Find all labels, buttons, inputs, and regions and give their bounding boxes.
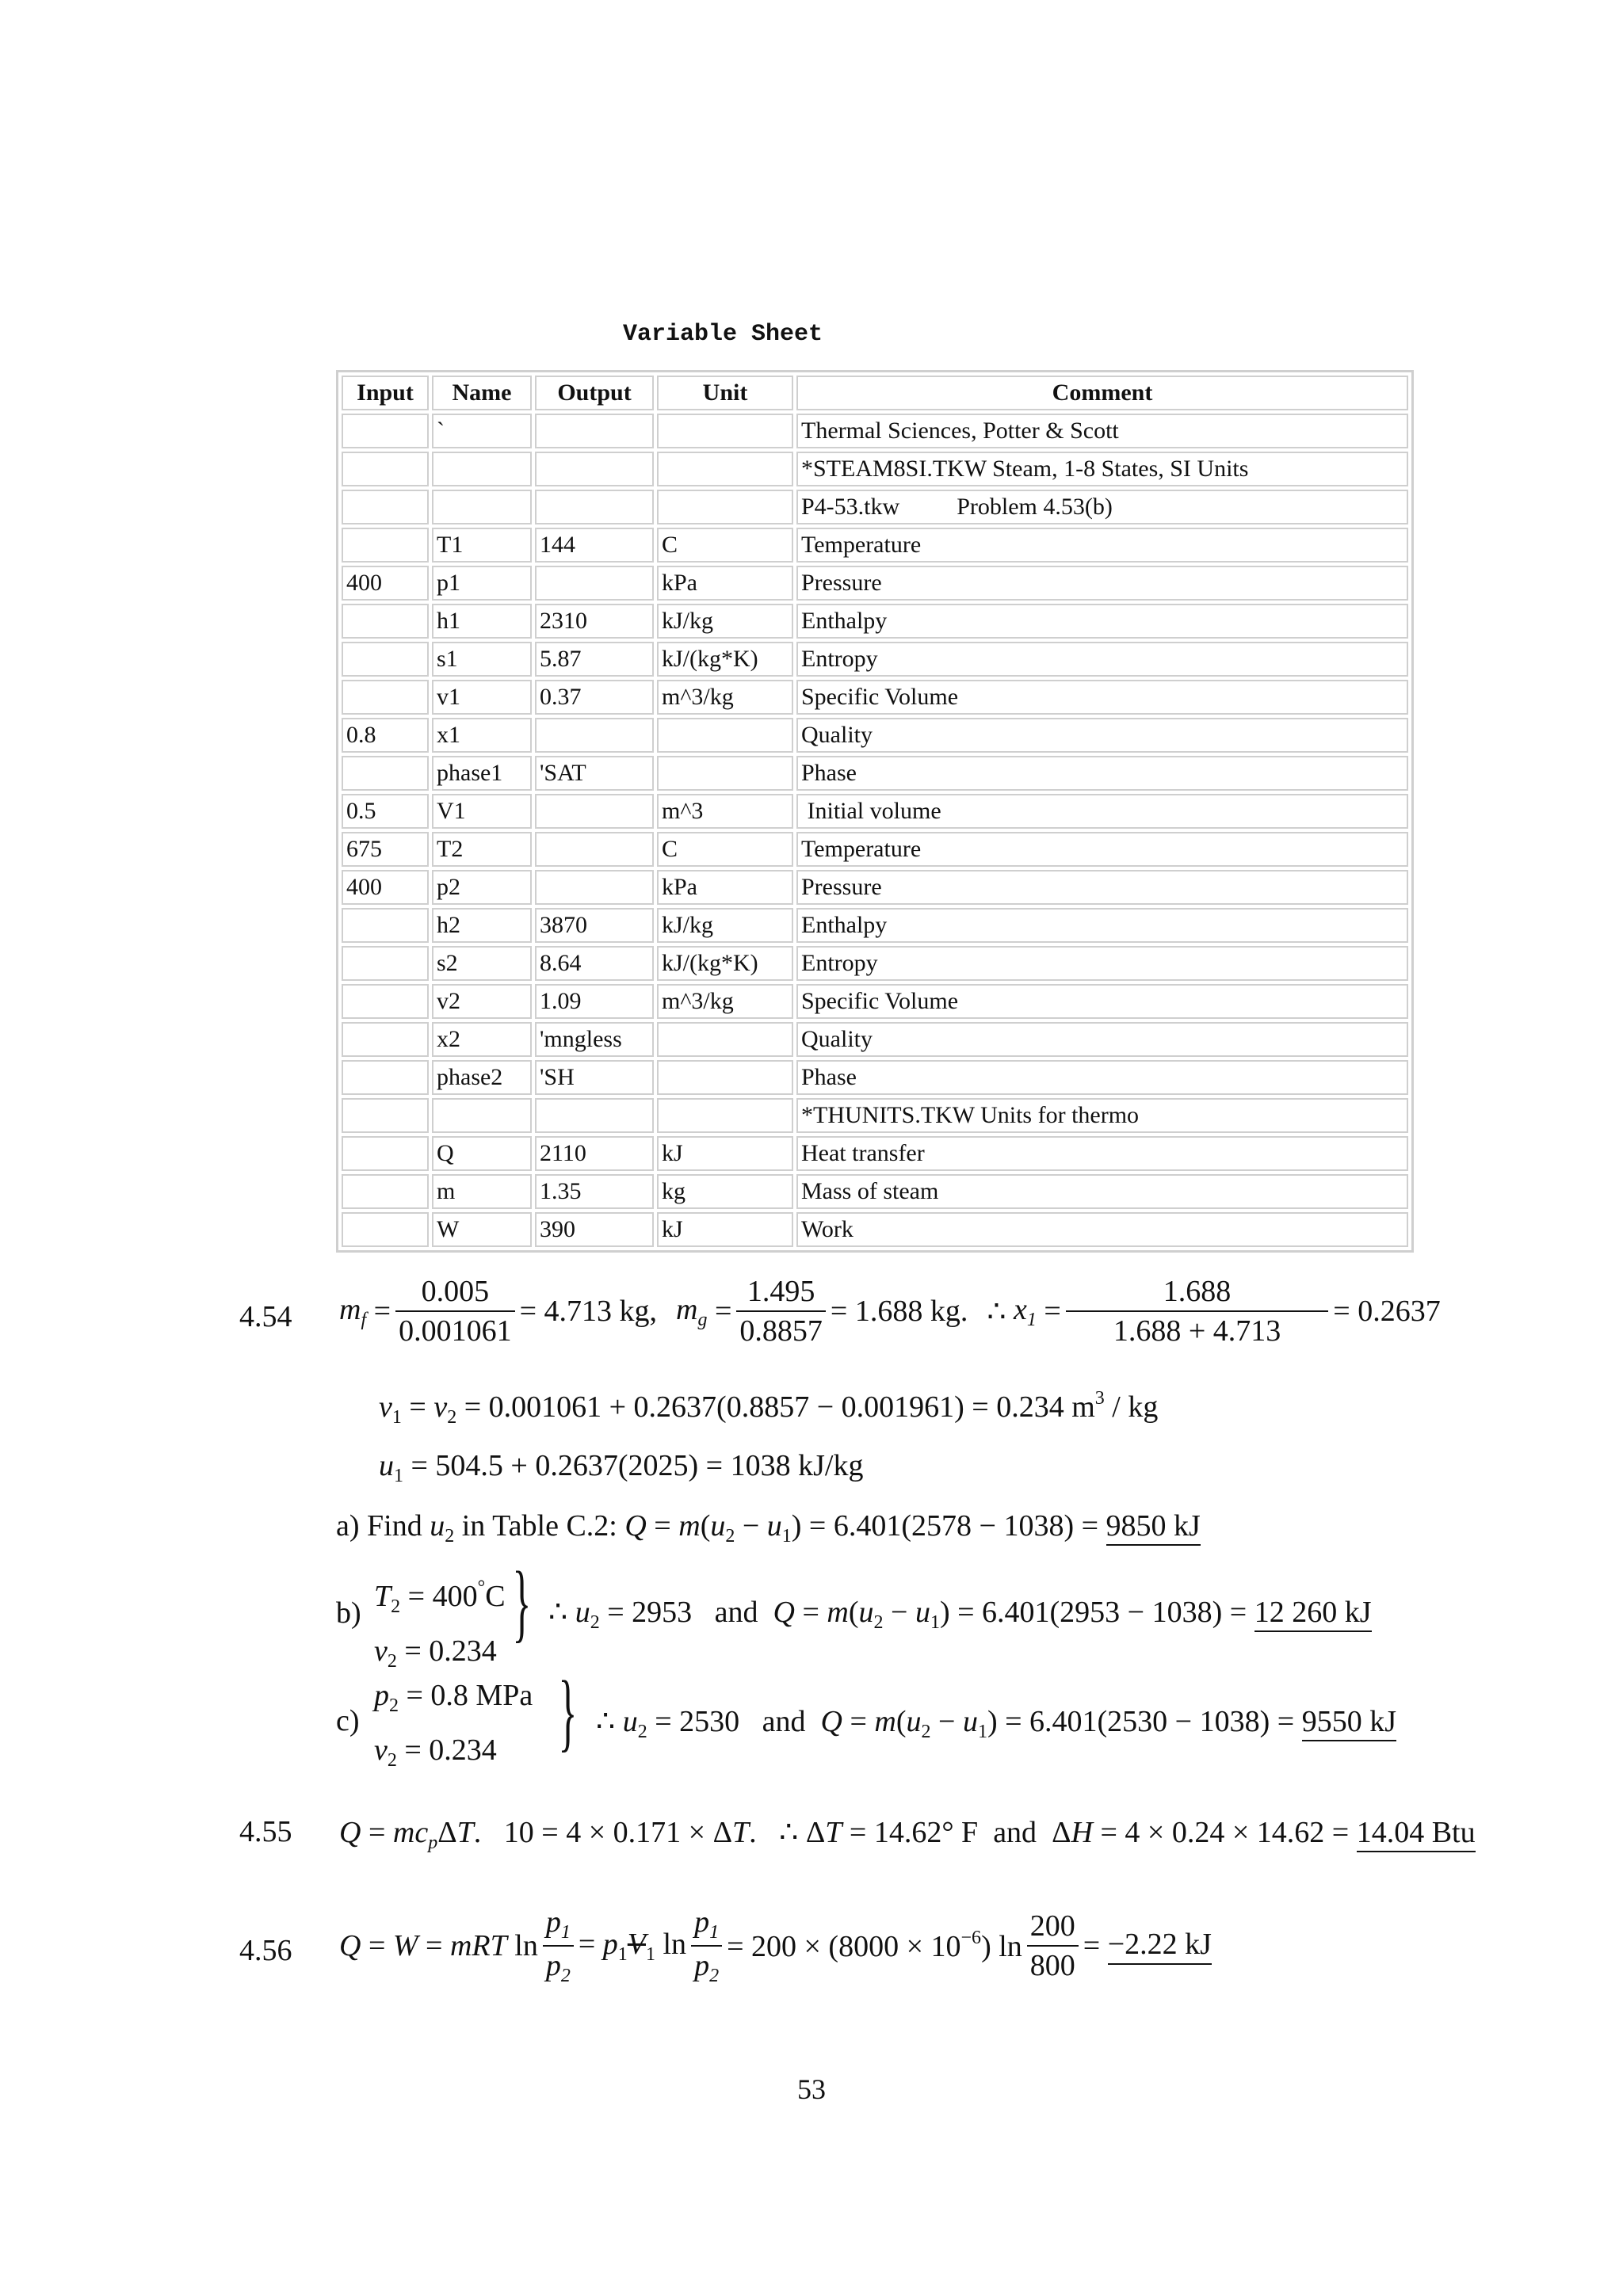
table-row: [342, 680, 1408, 715]
part-a-prefix: a) Find: [336, 1509, 422, 1543]
cell-name: W: [432, 1212, 532, 1247]
cell-output: [535, 718, 654, 753]
mg-symbol: $m_g$: [676, 1292, 708, 1330]
cell-name: v1: [432, 680, 532, 715]
table-row: [342, 870, 1408, 905]
part-a-result: 9850 kJ: [1106, 1509, 1201, 1546]
cell-output: 'SH: [535, 1060, 654, 1095]
cell-name: T2: [432, 832, 532, 867]
cell-input: [342, 642, 429, 677]
cell-unit: kPa: [657, 566, 793, 601]
p454-part-b-result: ∴ $u_2 = 2953$ and $Q = m(u_2 - u_1) = 6.401(2953 - 1038) = 12$ 260 kJ: [548, 1596, 1372, 1633]
ln-fraction: $\frac{200}{800}$: [1027, 1909, 1079, 1983]
cell-unit: kPa: [657, 870, 793, 905]
part-c-stack: [374, 1673, 533, 1783]
cell-input: [342, 1060, 429, 1095]
cell-input: [342, 1098, 429, 1133]
cell-output: 8.64: [535, 946, 654, 981]
cell-comment: Heat transfer: [796, 1136, 1408, 1171]
cell-output: 'SAT: [535, 756, 654, 791]
p454-part-b-conditions: [374, 1566, 506, 1684]
cell-output: [535, 452, 654, 486]
cell-name: s1: [432, 642, 532, 677]
table-row: [342, 604, 1408, 639]
cell-comment: Pressure: [796, 870, 1408, 905]
cell-output: 'mngless: [535, 1022, 654, 1057]
cell-name: h2: [432, 908, 532, 943]
part-a-mid: in Table C.2:: [461, 1509, 617, 1543]
cell-unit: kJ/kg: [657, 908, 793, 943]
cell-input: [342, 528, 429, 563]
therefore-symbol: ∴: [987, 1295, 1014, 1329]
cell-comment: *THUNITS.TKW Units for thermo: [796, 1098, 1408, 1133]
table-row: [342, 984, 1408, 1019]
table-row: [342, 528, 1408, 563]
p456-line: Q = W = mRT ln $\frac{p_1}{p_2}$ = $p_1V_1$ ln $\frac{p_1}{p_2}$ = $200 \times (8000 \times 10^{-6})$ ln $\frac{200}{800}$ = −2.22 kJ: [339, 1905, 1212, 1986]
cell-name: Q: [432, 1136, 532, 1171]
p456-result: −2.22 kJ: [1108, 1927, 1212, 1965]
x1-numerator: 1.688: [1163, 1275, 1232, 1308]
cell-comment: Temperature: [796, 528, 1408, 563]
cell-output: [535, 566, 654, 601]
cell-unit: [657, 414, 793, 448]
eq-sign: =: [366, 1295, 391, 1328]
cell-unit: kJ: [657, 1212, 793, 1247]
cell-name: [432, 452, 532, 486]
cell-input: 675: [342, 832, 429, 867]
table-body: [342, 414, 1408, 1247]
volume-expression: = 0.001061 + 0.2637(0.8857 − 0.001961) = 0.234 m: [464, 1390, 1095, 1424]
cell-name: v2: [432, 984, 532, 1019]
mf-symbol: $m_f$: [339, 1292, 367, 1330]
cell-unit: kJ/kg: [657, 604, 793, 639]
cell-input: [342, 1212, 429, 1247]
problem-454-number: 4.54: [239, 1300, 292, 1333]
p455-result: 14.04 Btu: [1357, 1816, 1476, 1852]
cell-unit: m^3: [657, 794, 793, 829]
cell-output: [535, 490, 654, 524]
x1-result: = 0.2637: [1333, 1295, 1441, 1328]
cell-name: x2: [432, 1022, 532, 1057]
cell-input: 400: [342, 870, 429, 905]
cell-comment: Specific Volume: [796, 680, 1408, 715]
cell-name: `: [432, 414, 532, 448]
table-row: [342, 1022, 1408, 1057]
cell-name: phase1: [432, 756, 532, 791]
part-b-temperature: $T_2 = 400^\circ C$: [374, 1577, 506, 1617]
cell-comment: Temperature: [796, 832, 1408, 867]
header-input: Input: [342, 376, 429, 410]
table-row: [342, 1098, 1408, 1133]
cell-unit: m^3/kg: [657, 680, 793, 715]
cell-unit: [657, 452, 793, 486]
cell-output: [535, 832, 654, 867]
mf-denominator: 0.001061: [395, 1310, 515, 1348]
part-c-brace: }: [558, 1663, 578, 1760]
cell-input: 0.5: [342, 794, 429, 829]
cell-name: V1: [432, 794, 532, 829]
cell-comment: Mass of steam: [796, 1174, 1408, 1209]
table-row: [342, 566, 1408, 601]
cell-input: [342, 490, 429, 524]
cell-output: [535, 794, 654, 829]
cell-unit: [657, 1060, 793, 1095]
cell-output: 2310: [535, 604, 654, 639]
cell-input: [342, 1174, 429, 1209]
cell-name: p2: [432, 870, 532, 905]
cell-comment: Phase: [796, 756, 1408, 791]
part-b-brace: }: [512, 1554, 532, 1650]
cell-unit: kg: [657, 1174, 793, 1209]
cell-comment: Entropy: [796, 946, 1408, 981]
cell-input: 400: [342, 566, 429, 601]
table-row: [342, 946, 1408, 981]
cell-output: [535, 1098, 654, 1133]
cell-unit: kJ/(kg*K): [657, 946, 793, 981]
part-a-calc: ) = 6.401(2578 − 1038) =: [791, 1509, 1099, 1543]
mg-fraction: [736, 1274, 826, 1348]
cell-output: 5.87: [535, 642, 654, 677]
cell-comment: Work: [796, 1212, 1408, 1247]
part-b-volume: $v_2 = 0.234$: [374, 1634, 497, 1672]
cell-comment: Pressure: [796, 566, 1408, 601]
cell-output: 2110: [535, 1136, 654, 1171]
p454-part-a: a) Find $u_2$ in Table C.2: $Q = m(u_2 - u_1) = 6.401(2578 - 1038) = 9850$ kJ: [336, 1509, 1201, 1547]
p454-energy-line: $u_1 = 504.5 + 0.2637(2025) = 1038$ kJ/kg: [379, 1449, 864, 1486]
x1-symbol: $x_1$: [1014, 1292, 1037, 1330]
cell-name: [432, 490, 532, 524]
cell-comment: Enthalpy: [796, 604, 1408, 639]
pressure-ratio-1: $\frac{p_1}{p_2}$: [543, 1905, 574, 1987]
cell-comment: Thermal Sciences, Potter & Scott: [796, 414, 1408, 448]
cell-unit: kJ/(kg*K): [657, 642, 793, 677]
cell-input: [342, 756, 429, 791]
cell-unit: C: [657, 528, 793, 563]
cell-comment: Entropy: [796, 642, 1408, 677]
cell-unit: [657, 1098, 793, 1133]
cell-comment: Enthalpy: [796, 908, 1408, 943]
table-row: [342, 832, 1408, 867]
cell-output: [535, 870, 654, 905]
table-row: [342, 718, 1408, 753]
cell-comment: Initial volume: [796, 794, 1408, 829]
x1-fraction: [1066, 1274, 1328, 1348]
mg-denominator: 0.8857: [736, 1310, 826, 1348]
table-row: [342, 794, 1408, 829]
mf-numerator: 0.005: [421, 1275, 490, 1308]
p454-part-b-label: b): [336, 1596, 361, 1630]
mg-result: = 1.688 kg.: [830, 1295, 968, 1328]
mf-result: = 4.713 kg,: [519, 1295, 657, 1328]
cell-input: [342, 452, 429, 486]
cell-input: [342, 680, 429, 715]
cell-output: 3870: [535, 908, 654, 943]
cell-comment: Specific Volume: [796, 984, 1408, 1019]
header-output: Output: [535, 376, 654, 410]
cell-unit: C: [657, 832, 793, 867]
p454-volume-line: $v_1 = v_2 = 0.001061 + 0.2637(0.8857 - 0.001961) = 0.234$ $m^3$ / kg: [379, 1388, 1159, 1428]
p455-line: $Q = mc_p\Delta T$. 10 = 4 × 0.171 × ΔT. ∴ ΔT = 14.62° F and ΔH = 4 × 0.24 × 14.62 = 14.04 Btu: [339, 1816, 1476, 1853]
variable-sheet-table: [336, 370, 1414, 1253]
part-b-answer: 12 260 kJ: [1254, 1596, 1372, 1632]
p454-part-c-conditions: [374, 1673, 533, 1783]
cell-output: [535, 414, 654, 448]
table-row: [342, 908, 1408, 943]
part-c-volume: $v_2 = 0.234$: [374, 1733, 497, 1771]
table-row: [342, 1212, 1408, 1247]
part-c-pressure: $p_2 = 0.8$ MPa: [374, 1679, 533, 1716]
cell-input: [342, 908, 429, 943]
table-row: [342, 1174, 1408, 1209]
cell-output: 1.35: [535, 1174, 654, 1209]
cell-input: [342, 1022, 429, 1057]
cell-output: 1.09: [535, 984, 654, 1019]
cell-comment: Quality: [796, 718, 1408, 753]
cell-input: [342, 1136, 429, 1171]
cell-unit: kJ: [657, 1136, 793, 1171]
cell-input: [342, 984, 429, 1019]
cell-unit: m^3/kg: [657, 984, 793, 1019]
table-row: [342, 452, 1408, 486]
cell-unit: [657, 1022, 793, 1057]
cell-input: [342, 414, 429, 448]
cell-comment: Phase: [796, 1060, 1408, 1095]
cell-name: h1: [432, 604, 532, 639]
header-name: Name: [432, 376, 532, 410]
table-row: [342, 756, 1408, 791]
p454-mass-line: [339, 1274, 1441, 1348]
cell-name: m: [432, 1174, 532, 1209]
problem-456-number: 4.56: [239, 1934, 292, 1967]
table-row: [342, 490, 1408, 524]
cell-name: x1: [432, 718, 532, 753]
header-unit: Unit: [657, 376, 793, 410]
cell-name: T1: [432, 528, 532, 563]
part-b-stack: [374, 1566, 506, 1684]
table-row: [342, 642, 1408, 677]
eq-sign: =: [707, 1295, 732, 1328]
p454-part-c-result: ∴ $u_2 = 2530$ and $Q = m(u_2 - u_1) = 6.401(2530 - 1038) = 9550$ kJ: [596, 1705, 1396, 1742]
cell-name: phase2: [432, 1060, 532, 1095]
mf-fraction: [395, 1274, 515, 1348]
cell-unit: [657, 490, 793, 524]
cell-comment: Quality: [796, 1022, 1408, 1057]
part-c-answer: 9550 kJ: [1302, 1705, 1396, 1741]
sheet-title: Variable Sheet: [623, 321, 823, 348]
cell-unit: [657, 756, 793, 791]
cell-name: [432, 1098, 532, 1133]
volume-unit: / kg: [1112, 1390, 1159, 1424]
page-number: 53: [797, 2073, 826, 2105]
table-row: [342, 1060, 1408, 1095]
table-row: [342, 1136, 1408, 1171]
energy-expression: = 504.5 + 0.2637(2025) = 1038 kJ/kg: [411, 1449, 864, 1482]
eq-sign: =: [1036, 1295, 1061, 1328]
header-comment: Comment: [796, 376, 1408, 410]
table-header-row: [342, 376, 1408, 410]
cell-comment: *STEAM8SI.TKW Steam, 1-8 States, SI Units: [796, 452, 1408, 486]
p454-part-c-label: c): [336, 1704, 360, 1737]
pressure-ratio-2: $\frac{p_1}{p_2}$: [691, 1905, 722, 1987]
cell-input: [342, 946, 429, 981]
cell-output: 390: [535, 1212, 654, 1247]
cell-output: 144: [535, 528, 654, 563]
cell-input: [342, 604, 429, 639]
cell-name: p1: [432, 566, 532, 601]
cell-name: s2: [432, 946, 532, 981]
x1-denominator: 1.688 + 4.713: [1066, 1310, 1328, 1348]
problem-455-number: 4.55: [239, 1815, 292, 1848]
cell-comment: P4-53.tkw Problem 4.53(b): [796, 490, 1408, 524]
cell-unit: [657, 718, 793, 753]
cell-output: 0.37: [535, 680, 654, 715]
mg-numerator: 1.495: [747, 1275, 815, 1308]
cell-input: 0.8: [342, 718, 429, 753]
table-row: [342, 414, 1408, 448]
